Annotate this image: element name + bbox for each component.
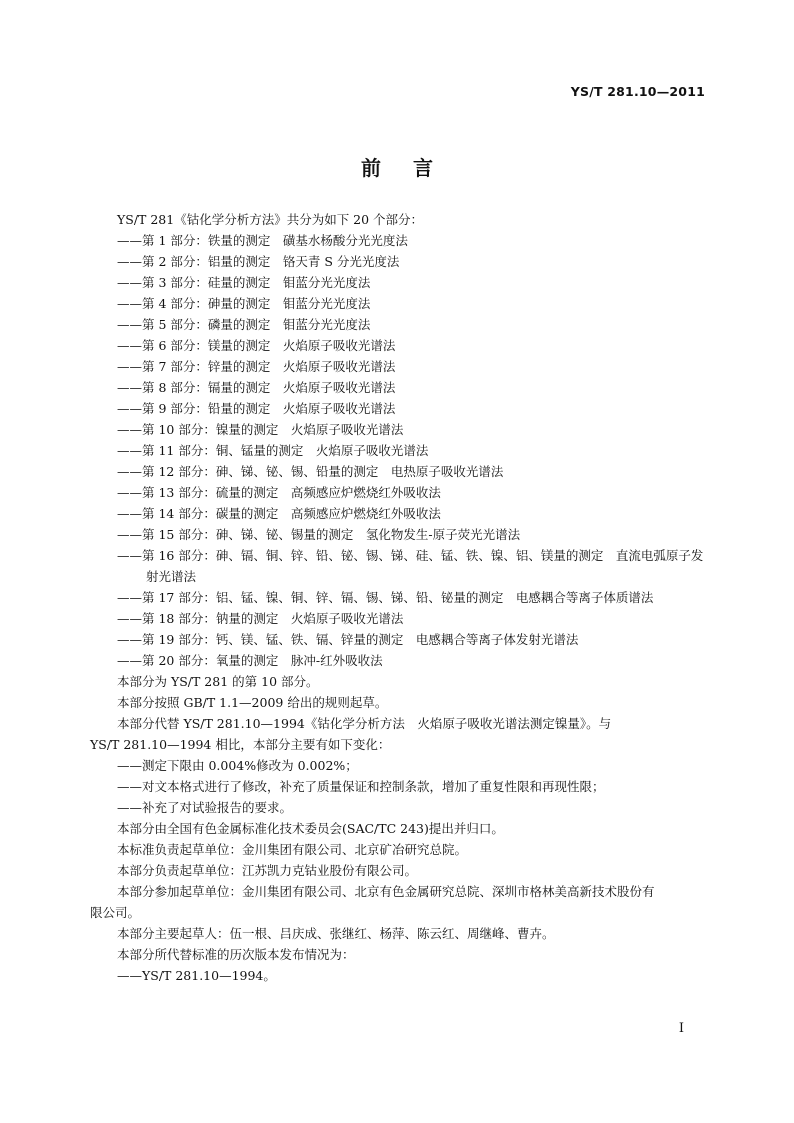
- list-item: ——第 13 部分：硫量的测定 高频感应炉燃烧红外吸收法: [117, 485, 441, 500]
- list-item: ——第 2 部分：铝量的测定 铬天青 S 分光光度法: [117, 254, 400, 269]
- list-item: ——第 7 部分：锌量的测定 火焰原子吸收光谱法: [117, 359, 396, 374]
- history-item: ——YS/T 281.10—1994。: [117, 968, 276, 983]
- participating-units: 本部分参加起草单位：金川集团有限公司、北京有色金属研究总院、深圳市格林美高新技术股份有: [117, 884, 655, 899]
- list-item: ——第 4 部分：砷量的测定 钼蓝分光光度法: [117, 296, 371, 311]
- proposed-by: 本部分由全国有色金属标准化技术委员会(SAC/TC 243)提出并归口。: [117, 821, 504, 836]
- page-title: 前言: [361, 156, 465, 180]
- list-item: ——第 10 部分：镍量的测定 火焰原子吸收光谱法: [117, 422, 404, 437]
- drafting-rule: 本部分按照 GB/T 1.1—2009 给出的规则起草。: [117, 695, 388, 710]
- page-number: I: [678, 1021, 684, 1036]
- responsible-units-2: 本部分负责起草单位：江苏凯力克钴业股份有限公司。: [117, 863, 418, 878]
- list-item: ——第 15 部分：砷、锑、铋、锡量的测定 氢化物发生-原子荧光光谱法: [117, 527, 521, 542]
- parts-list: [90, 230, 708, 671]
- list-item: ——第 12 部分：砷、锑、铋、锡、铅量的测定 电热原子吸收光谱法: [117, 464, 504, 479]
- intro-paragraph: YS/T 281《钴化学分析方法》共分为如下 20 个部分：: [117, 212, 424, 227]
- list-item: ——补充了对试验报告的要求。: [117, 800, 293, 815]
- history-intro: 本部分所代替标准的历次版本发布情况为：: [117, 947, 355, 962]
- participating-units-continued: 限公司。: [90, 905, 141, 920]
- list-item: ——第 17 部分：铝、锰、镍、铜、锌、镉、锡、锑、铅、铋量的测定 电感耦合等离子体质谱法: [117, 590, 654, 605]
- list-item: ——第 11 部分：铜、锰量的测定 火焰原子吸收光谱法: [117, 443, 429, 458]
- replacement-statement-continued: YS/T 281.10—1994 相比，本部分主要有如下变化：: [90, 737, 391, 752]
- list-item: ——第 8 部分：镉量的测定 火焰原子吸收光谱法: [117, 380, 396, 395]
- foreword-body: [90, 209, 708, 986]
- part-statement: 本部分为 YS/T 281 的第 10 部分。: [117, 674, 319, 689]
- changes-list: [90, 755, 708, 818]
- standard-code: YS/T 281.10—2011: [570, 84, 705, 99]
- list-item: ——第 16 部分：砷、镉、铜、锌、铅、铋、锡、锑、硅、锰、铁、镍、铝、镁量的测定 直流电弧原子发射光谱法: [117, 548, 704, 584]
- list-item: ——第 6 部分：镁量的测定 火焰原子吸收光谱法: [117, 338, 396, 353]
- list-item: ——对文本格式进行了修改，补充了质量保证和控制条款，增加了重复性限和再现性限；: [117, 779, 605, 794]
- list-item: ——第 5 部分：磷量的测定 钼蓝分光光度法: [117, 317, 371, 332]
- list-item: ——第 1 部分：铁量的测定 磺基水杨酸分光光度法: [117, 233, 408, 248]
- list-item: ——第 3 部分：硅量的测定 钼蓝分光光度法: [117, 275, 371, 290]
- responsible-units: 本标准负责起草单位：金川集团有限公司、北京矿冶研究总院。: [117, 842, 468, 857]
- list-item: ——第 19 部分：钙、镁、锰、铁、镉、锌量的测定 电感耦合等离子体发射光谱法: [117, 632, 579, 647]
- list-item: ——测定下限由 0.004%修改为 0.002%；: [117, 758, 358, 773]
- list-item: ——第 14 部分：碳量的测定 高频感应炉燃烧红外吸收法: [117, 506, 441, 521]
- list-item: ——第 9 部分：铅量的测定 火焰原子吸收光谱法: [117, 401, 396, 416]
- list-item: ——第 18 部分：钠量的测定 火焰原子吸收光谱法: [117, 611, 404, 626]
- replacement-statement: 本部分代替 YS/T 281.10—1994《钴化学分析方法 火焰原子吸收光谱法测定镍量》。与: [117, 716, 612, 731]
- list-item: ——第 20 部分：氧量的测定 脉冲-红外吸收法: [117, 653, 383, 668]
- drafters: 本部分主要起草人：伍一根、吕庆成、张继红、杨萍、陈云红、周继峰、曹卉。: [117, 926, 555, 941]
